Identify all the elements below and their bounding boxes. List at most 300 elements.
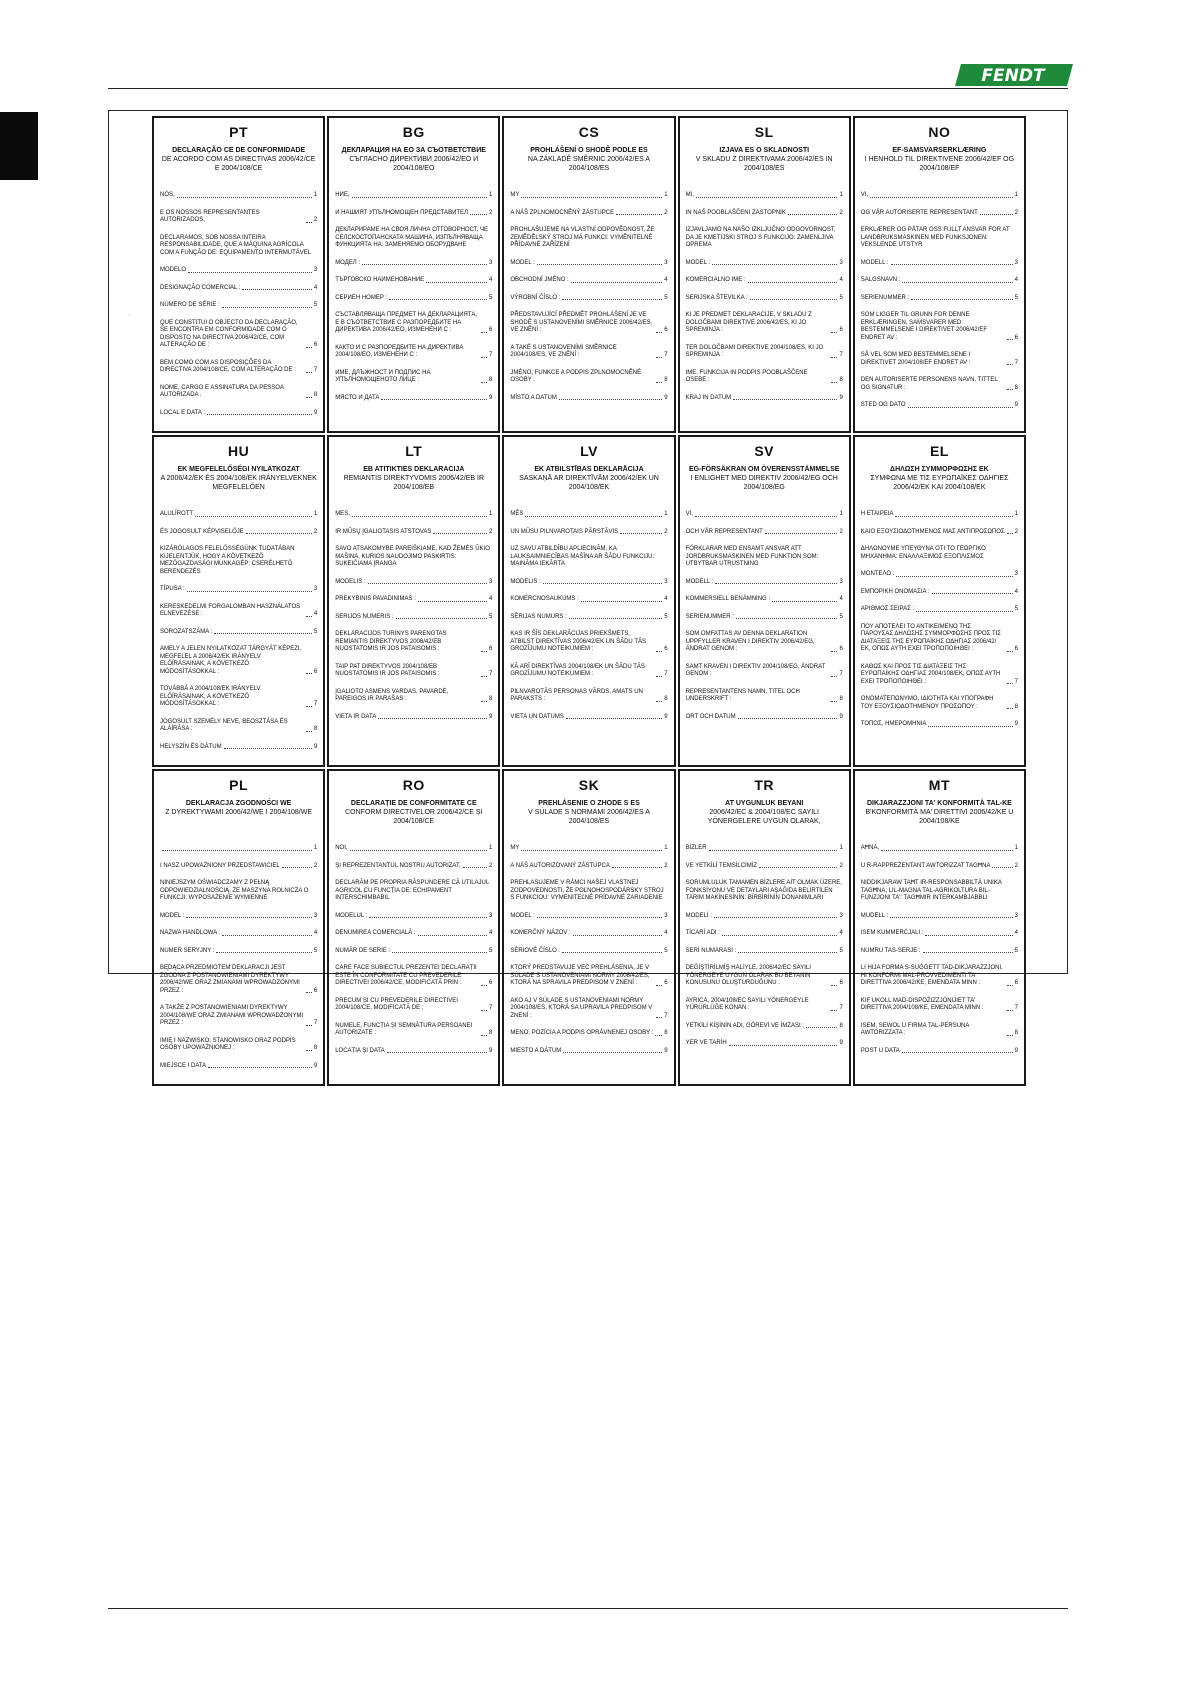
field-label: HELYSZÍN ÉS DÁTUM: [160, 743, 222, 750]
field-number: 1: [1014, 192, 1018, 198]
declaration-field: [510, 664, 667, 679]
declaration-field: [861, 624, 1018, 654]
field-label: UZ SAVU ATBILDĪBU APLIECINĀM, KA LAUKSAIMNIECĪBAS MAŠĪNA AR ŠĀDU FUNKCIJU: MAINĀMA IEKĀRTA: [510, 546, 655, 567]
fill-in-line: [222, 935, 312, 936]
fill-in-line: [426, 282, 487, 283]
chapter-tab-marker: [0, 112, 38, 180]
field-number: 1: [664, 511, 668, 517]
declaration-field: [335, 913, 492, 921]
fill-in-line: [389, 299, 487, 300]
declaration-field: [335, 863, 492, 871]
field-number: 8: [313, 1045, 318, 1051]
fill-in-line: [481, 382, 487, 383]
fill-in-line: [214, 633, 312, 634]
field-number: 6: [1014, 646, 1018, 652]
declaration-field: [335, 277, 492, 285]
declaration-title-main: DECLARAÇÃO CE DE CONFORMIDADE: [172, 147, 306, 154]
field-label: MÍSTO A DATUM: [510, 394, 557, 401]
field-label: ИМЕ, ДЛЪЖНОСТ И ПОДПИС НА УПЪЛНОМОЩЕНОТО ЛИЦЕ :: [335, 369, 431, 383]
declaration-title: [160, 146, 317, 180]
fill-in-line: [306, 731, 312, 732]
fill-in-line: [306, 616, 312, 617]
fill-in-line: [772, 601, 837, 602]
field-label: PREHLASUJEME V RÁMCI NAŠEJ VLASTNEJ ZODPOVEDNOSTI, ŽE POĽNOHOSPODÁRSKY STROJ S FUNKCIOU: VYMENITEĽNÉ PRÍDAVNÉ ZARIADENIE: [510, 880, 664, 901]
declaration-cell-lt: [327, 435, 500, 767]
fill-in-line: [932, 593, 1013, 594]
field-number: 9: [664, 394, 668, 401]
declaration-field: [335, 529, 492, 537]
declaration-field: [335, 845, 492, 853]
field-label: U R-RAPPREŻENTANT AWTORIZZAT TAGĦNA: [860, 862, 991, 869]
field-number: 1: [313, 511, 318, 517]
fill-in-line: [224, 748, 312, 749]
fill-in-line: [208, 1067, 312, 1068]
field-label: DEĞİŞTİRİLMİŞ HALİYLE, 2006/42/EC SAYILI YÖNERGEYE UYGUN OLARAK BU BEYANIN KONUSUNU OLUŞTURDUĞUNU :: [685, 965, 811, 986]
fill-in-line: [696, 197, 838, 198]
field-label: OCH VÅR REPRESENTANT: [685, 528, 763, 535]
declaration-field: [861, 312, 1018, 342]
declaration-title-sub: SASKAŅĀ AR DIREKTĪVĀM 2006/42/EK UN 2004/108/EK: [519, 475, 659, 492]
declaration-field: [861, 192, 1018, 200]
fill-in-line: [207, 414, 312, 415]
field-label: DESIGNAÇÃO COMERCIAL :: [160, 284, 241, 291]
declaration-title-sub: CONFORM DIRECTIVELOR 2006/42/CE ȘI 2004/108/CE: [345, 809, 483, 826]
field-number: 2: [489, 209, 493, 216]
field-number: 4: [1014, 277, 1018, 283]
fill-in-line: [481, 1010, 487, 1011]
field-label: ΤΟΠΟΣ, ΗΜΕΡΟΜΗΝΙΑ: [860, 721, 927, 727]
field-number: 8: [1014, 703, 1018, 710]
declaration-field: [335, 370, 492, 385]
declaration-field: [686, 930, 843, 938]
declaration-field: [686, 227, 843, 250]
field-label: OG VÅR AUTORISERTE REPRESENTANT: [860, 209, 978, 216]
fill-in-line: [562, 299, 662, 300]
fill-in-line: [543, 583, 663, 584]
fill-in-line: [925, 935, 1012, 936]
fill-in-line: [656, 676, 662, 677]
declaration-field: [861, 965, 1018, 988]
declaration-field: [160, 235, 317, 258]
declaration-field: [160, 930, 317, 938]
field-label: TAIP PAT DIREKTYVOS 2004/108/EB NUOSTATOMIS IR JOS PATAISOMIS :: [335, 663, 440, 677]
field-number: 5: [839, 947, 843, 954]
fill-in-line: [655, 1035, 662, 1036]
field-number: 4: [313, 611, 318, 617]
declaration-field: [861, 948, 1018, 956]
declaration-title: [861, 799, 1018, 833]
field-number: 8: [1014, 1030, 1018, 1036]
declaration-field: [861, 696, 1018, 711]
declaration-cell-tr: [678, 769, 851, 1086]
field-number: 2: [839, 528, 843, 535]
field-number: 7: [1014, 1005, 1018, 1011]
language-code: NO: [928, 124, 951, 140]
field-number: 3: [313, 912, 318, 919]
field-label: MODEL :: [160, 912, 185, 919]
field-label: SERIJSKA ŠTEVILKA :: [685, 294, 748, 301]
field-number: 1: [489, 192, 493, 198]
declaration-cell-pl: [152, 769, 325, 1086]
declaration-field: [686, 1023, 843, 1031]
fill-in-line: [908, 407, 1013, 408]
fill-in-line: [306, 222, 312, 223]
field-number: 9: [489, 394, 493, 401]
declaration-title-main: EB ATITIKTIES DEKLARACIJA: [363, 466, 465, 473]
field-label: KERESKEDELMI FORGALOMBAN HASZNÁLATOS ELNEVEZÉSE :: [160, 603, 301, 617]
declaration-field: [686, 714, 843, 722]
fill-in-line: [890, 917, 1012, 918]
declaration-field: [160, 686, 317, 709]
declaration-field: [686, 312, 843, 335]
declaration-field: [335, 998, 492, 1013]
fill-in-line: [306, 397, 312, 398]
field-number: 8: [1014, 384, 1018, 391]
declaration-field: [335, 210, 492, 218]
field-number: 7: [489, 671, 493, 677]
fill-in-line: [1007, 708, 1013, 709]
field-label: NIDDIKJARAW TAĦT IR-RESPONSABBILTÀ UNIKA TAGĦNA, LIL-MAGNA TAL-AGRIKOLTURA BIL-FUNZJONI TA': TAGĦMIR INTERKAMBJABBLI: [860, 880, 1002, 901]
field-label: A TAKÉ S USTANOVENÍMI SMĚRNICE 2004/108/ES, VE ZNĚNÍ :: [510, 344, 617, 358]
field-number: 1: [489, 845, 493, 851]
fill-in-line: [362, 264, 487, 265]
declaration-field: [160, 360, 317, 375]
declaration-field: [160, 913, 317, 921]
declaration-field: [686, 614, 843, 622]
field-number: 7: [489, 1005, 493, 1011]
field-number: 3: [839, 259, 843, 266]
field-number: 3: [313, 267, 318, 273]
declaration-field: [861, 511, 1018, 519]
field-number: 6: [664, 980, 668, 986]
field-number: 4: [313, 930, 318, 936]
declaration-field: [510, 579, 667, 587]
field-label: MODELİ :: [685, 912, 712, 919]
fill-in-line: [656, 651, 662, 652]
declaration-field: [686, 395, 843, 403]
declaration-field: [510, 863, 667, 871]
fill-in-line: [246, 533, 312, 534]
brand-text: FENDT: [981, 66, 1045, 86]
field-number: 5: [313, 947, 318, 954]
field-label: DEN AUTORISERTE PERSONENS NAVN, TITTEL OG SIGNATUR :: [860, 377, 998, 391]
field-label: МОДЕЛ :: [335, 259, 361, 266]
fill-in-line: [306, 1050, 312, 1051]
fill-in-line: [433, 533, 487, 534]
field-number: 3: [489, 259, 493, 266]
field-label: A NÁŠ ZPLNOMOCNĚNÝ ZÁSTUPCE: [510, 209, 615, 216]
field-number: 5: [1014, 606, 1018, 612]
field-label: SAVO ATSAKOMYBE PAREIŠKIAME, KAD ŽEMĖS ŪKIO MAŠINA, KURIOS NAUDOJIMO PASKIRTIS: SUKEIČIAMA ĮRANGA: [335, 546, 490, 567]
field-number: 1: [664, 192, 668, 198]
field-label: ISEM, SEWOL U FIRMA TAL-PERSUNA AWTORIZZATA :: [860, 1022, 970, 1036]
fill-in-line: [616, 214, 662, 215]
fill-in-line: [481, 1035, 487, 1036]
declaration-field: [510, 546, 667, 569]
declaration-field: [510, 1048, 667, 1056]
declaration-cell-lv: [502, 435, 675, 767]
declaration-field: [335, 546, 492, 569]
declaration-field: [160, 320, 317, 350]
fill-in-line: [1007, 1035, 1013, 1036]
fill-in-line: [881, 850, 1013, 851]
declaration-field: [861, 998, 1018, 1013]
declaration-title-sub: I ENLIGHET MED DIREKTIV 2006/42/EG OCH 2004/108/EG: [690, 475, 838, 492]
fill-in-line: [186, 917, 311, 918]
field-number: 3: [664, 578, 668, 585]
declaration-field: [861, 721, 1018, 729]
language-code: HU: [227, 443, 250, 459]
fill-in-line: [712, 264, 837, 265]
declaration-field: [686, 546, 843, 569]
declaration-field: [510, 998, 667, 1021]
fill-in-line: [656, 332, 662, 333]
field-label: DECLARĂM PE PROPRIA RĂSPUNDERE CĂ UTILAJUL AGRICOL CU FUNCȚIA DE: ECHIPAMENT INTERSCHIMBABIL: [335, 880, 490, 901]
declaration-field: [861, 546, 1018, 561]
declaration-field: [510, 395, 667, 403]
field-number: 7: [313, 701, 318, 707]
declaration-field: [160, 192, 317, 200]
field-label: MY: [510, 192, 520, 198]
declaration-title: [861, 146, 1018, 180]
fill-in-line: [392, 952, 487, 953]
declaration-title-sub: ΣΥΜΦΩΝΑ ΜΕ ΤΙΣ ΕΥΡΩΠΑΪΚΕΣ ΟΔΗΓΙΕΣ 2006/42/ΕΚ ΚΑΙ 2004/108/ΕΚ: [870, 475, 1009, 492]
field-number: 5: [1014, 947, 1018, 954]
fill-in-line: [525, 516, 662, 517]
field-label: IZJAVLJAMO NA NAŠO IZKLJUČNO ODGOVORNOST, DA JE KMETIJSKI STROJ S FUNKCIJO: ZAMENLJIVA OPREMA: [685, 227, 836, 248]
declaration-field: [510, 295, 667, 303]
fill-in-line: [242, 289, 311, 290]
fill-in-line: [1007, 651, 1013, 652]
declaration-title: [335, 799, 492, 833]
field-number: 7: [1014, 678, 1018, 685]
field-label: NUMRU TAS-SERJE :: [860, 947, 921, 954]
field-number: 7: [1014, 359, 1018, 366]
field-label: NAZWA HANDLOWA :: [160, 930, 221, 936]
field-number: 4: [313, 284, 318, 291]
field-label: MODELIS :: [335, 578, 366, 585]
field-label: KOMERCIALNO IME :: [685, 277, 746, 283]
field-label: SAMT KRAVEN I DIREKTIV 2004/108/EG, ÄNDRAT GENOM :: [685, 663, 826, 677]
declaration-field: [335, 295, 492, 303]
field-label: SORUMLULUK TAMAMEN BİZLERE AİT OLMAK ÜZERE, FONKSİYONU VE DETAYLARI AŞAĞIDA BELİRTİLEN TARIM MAKİNESİNİN: BİRBİRİNİN DONANIMLARI: [685, 880, 842, 901]
declaration-title-sub: 2006/42/EC & 2004/108/EC SAYILI YÖNERGELERE UYGUN OLARAK,: [707, 809, 821, 826]
field-number: 4: [1014, 930, 1018, 936]
field-number: 3: [839, 578, 843, 585]
declaration-title: [686, 465, 843, 499]
fill-in-line: [831, 985, 837, 986]
field-label: AMELY A JELEN NYILATKOZAT TÁRGYÁT KÉPEZI, MEGFELEL A 2006/42/EK IRÁNYELV ELŐÍRÁSAINAK, A KÖVETKEZŐ MÓDOSÍTÁSOKKAL :: [160, 646, 302, 675]
field-number: 8: [489, 1030, 493, 1036]
field-number: 9: [313, 1062, 318, 1069]
field-label: KOMMERSIELL BENÄMNING :: [685, 596, 771, 602]
declaration-field: [686, 948, 843, 956]
declaration-field: [510, 596, 667, 604]
field-number: 6: [1014, 334, 1018, 341]
declaration-field: [686, 192, 843, 200]
fill-in-line: [870, 197, 1013, 198]
field-number: 1: [1014, 511, 1018, 517]
fill-in-line: [911, 299, 1013, 300]
fill-in-line: [656, 701, 662, 702]
field-label: KOMERČNÝ NÁZOV :: [510, 930, 571, 936]
field-number: 2: [489, 862, 493, 869]
field-label: NINIEJSZYM OŚWIADCZAMY Z PEŁNĄ ODPOWIEDZIALNOŚCIĄ, ŻE MASZYNA ROLNICZA O FUNKCJI: WYPOSAŻENIE WYMIENNE: [160, 880, 309, 901]
declaration-field: [160, 1005, 317, 1028]
field-label: СЪСТАВЛЯВАЩА ПРЕДМЕТ НА ДЕКЛАРАЦИЯТА, Е В СЪОТВЕТСТВИЕ С РАЗПОРЕДБИТЕ НА ДИРЕКТИВА 2006/42/ЕО, ИЗМЕНЕНИ С :: [335, 312, 478, 333]
field-number: 5: [313, 628, 318, 635]
declaration-title-sub: V SKLADU Z DIREKTIVAMA 2006/42/ES IN 2004/108/ES: [695, 156, 833, 173]
declaration-field: [160, 880, 317, 903]
declaration-field: [160, 845, 317, 853]
field-label: MODELUL :: [335, 912, 368, 919]
field-number: 8: [664, 696, 668, 702]
field-number: 9: [839, 1040, 843, 1046]
field-label: AĦNA,: [860, 845, 880, 851]
field-label: IMIĘ I NAZWISKO, STANOWISKO ORAZ PODPIS OSOBY UPOWAŻNIONEJ :: [160, 1037, 296, 1051]
declaration-field: [335, 664, 492, 679]
fill-in-line: [980, 214, 1013, 215]
field-number: 1: [839, 845, 843, 851]
field-label: SERİ NUMARASI :: [685, 947, 737, 954]
declaration-field: [335, 312, 492, 335]
field-label: TÍPUSA :: [160, 586, 185, 592]
fill-in-line: [378, 718, 487, 719]
field-label: A NÁŠ AUTORIZOVANÝ ZÁSTUPCA: [510, 862, 610, 869]
declaration-title-main: DECLARAȚIE DE CONFORMITATE CE: [350, 800, 477, 807]
field-number: 9: [489, 1047, 493, 1054]
declaration-field: [335, 714, 492, 722]
declaration-field: [160, 511, 317, 519]
field-label: SERIJOS NUMERIS :: [335, 613, 394, 620]
fill-in-line: [738, 718, 838, 719]
field-number: 8: [313, 392, 318, 398]
field-label: KOMERCNOSAUKUMS :: [510, 596, 579, 602]
field-number: 4: [664, 277, 668, 283]
field-number: 3: [1014, 259, 1018, 266]
fill-in-line: [1007, 389, 1013, 390]
header-rule: [108, 88, 1068, 89]
declaration-field: [160, 744, 317, 752]
field-number: 1: [1014, 845, 1018, 851]
fill-in-line: [306, 673, 312, 674]
declaration-field: [861, 845, 1018, 853]
field-label: MENO, POZÍCIA A PODPIS OPRÁVNENEJ OSOBY :: [510, 1030, 654, 1036]
fill-in-line: [306, 706, 312, 707]
field-label: SOROZATSZÁMA :: [160, 628, 213, 635]
field-label: LOCAȚIA ȘI DATA: [335, 1047, 385, 1054]
field-label: И НАШИЯТ УПЪЛНОМОЩЕН ПРЕДСТАВИТЕЛ: [335, 209, 468, 216]
declaration-field: [335, 880, 492, 903]
fill-in-line: [481, 651, 487, 652]
declaration-field: [335, 965, 492, 988]
field-number: 7: [664, 671, 668, 677]
field-number: 6: [1014, 980, 1018, 986]
field-label: KĀ ARĪ DIREKTĪVAS 2004/108/EK UN ŠĀDU TĀS GROZĪJUMU NOTEIKUMIEM :: [510, 663, 645, 677]
field-number: 5: [839, 613, 843, 620]
field-number: 9: [839, 713, 843, 720]
declaration-field: [160, 302, 317, 310]
declaration-field: [686, 880, 843, 903]
declaration-field: [686, 1040, 843, 1048]
field-label: СЕРИЕН НОМЕР :: [335, 294, 388, 301]
declaration-field: [861, 1048, 1018, 1056]
field-label: BİZLER: [685, 845, 707, 851]
field-label: NUMĂR DE SERIE :: [335, 947, 391, 954]
field-number: 1: [313, 192, 318, 198]
field-number: 7: [839, 1005, 843, 1011]
field-label: JMÉNO, FUNKCE A PODPIS ZPLNOMOCNĚNÉ OSOBY :: [510, 369, 642, 383]
declaration-field: [510, 930, 667, 938]
declaration-cell-pt: [152, 116, 325, 433]
declaration-field: [510, 913, 667, 921]
fill-in-line: [620, 533, 662, 534]
declaration-field: [160, 965, 317, 995]
fill-in-line: [216, 952, 311, 953]
language-code: SL: [754, 124, 774, 140]
field-number: 3: [1014, 912, 1018, 919]
field-label: QUE CONSTITUI O OBJECTO DA DECLARAÇÃO, SE ENCONTRA EM CONFORMIDADE COM O DISPOSTO NA DIRECTIVA 2006/42/CE, COM ALTERAÇÃO DE :: [160, 319, 298, 348]
field-label: MĒS: [510, 511, 524, 517]
declaration-cell-cs: [502, 116, 675, 433]
language-code: RO: [402, 777, 425, 793]
fill-in-line: [162, 850, 312, 851]
declaration-field: [861, 227, 1018, 250]
field-number: 9: [839, 394, 843, 401]
declaration-field: [510, 714, 667, 722]
field-label: TİCARİ ADI :: [685, 930, 720, 936]
field-number: 2: [664, 862, 668, 869]
declaration-field: [686, 529, 843, 537]
field-label: ISEM KUMMERĊJALI :: [860, 930, 924, 936]
fill-in-line: [350, 850, 488, 851]
declaration-field: [686, 260, 843, 268]
declaration-grid: [152, 116, 1026, 1069]
declaration-title: [686, 799, 843, 833]
fill-in-line: [396, 618, 488, 619]
declaration-title-sub: DE ACORDO COM AS DIRECTIVAS 2006/42/CE E 2004/108/CE: [161, 156, 316, 173]
declaration-field: [160, 629, 317, 637]
fill-in-line: [571, 282, 663, 283]
field-label: LI HIJA FORMA S-SUĠĠETT TAD-DIKJARAZZJONI, HI KONFORMI MAL-PROVVEDIMENTI TA' DIRETTIVA 2006/42/KE, EMENDATA MINN :: [860, 965, 1003, 986]
field-label: МЯСТО И ДАТА: [335, 394, 380, 401]
fill-in-line: [418, 601, 487, 602]
field-number: 2: [313, 217, 318, 223]
field-label: ΠΟΥ ΑΠΟΤΕΛΕΙ ΤΟ ΑΝΤΙΚΕΙΜΕΝΟ ΤΗΣ ΠΑΡΟΥΣΑΣ ΔΗΛΩΣΗΣ ΣΥΜΜΟΡΦΩΣΗΣ ΠΡΟΣ ΤΙΣ ΔΙΑΤΑΞΕΙΣ ΤΗΣ ΕΥΡΩΠΑΪΚΗΣ ΟΔΗΓΙΑΣ 2006/42/ΕΚ, ΟΠΩΣ ΑΥΤΗ ΕΧΕΙ ΤΡΟΠΟΠΟΙΗΘΕΙ :: [860, 623, 1001, 652]
declaration-field: [510, 210, 667, 218]
fill-in-line: [748, 282, 838, 283]
fill-in-line: [222, 307, 312, 308]
field-number: 9: [313, 743, 318, 750]
fill-in-line: [537, 264, 662, 265]
declaration-field: [861, 930, 1018, 938]
field-label: КАКТО И С РАЗПОРЕДБИТЕ НА ДИРЕКТИВА 2004/108/ЕО, ИЗМЕНЕНИ С :: [335, 344, 464, 358]
field-number: 9: [664, 1047, 668, 1054]
fill-in-line: [656, 985, 662, 986]
declaration-title-main: PROHLÁŠENÍ O SHODĚ PODLE ES: [530, 147, 648, 154]
declaration-field: [160, 1063, 317, 1071]
fill-in-line: [715, 583, 837, 584]
field-number: 5: [664, 947, 668, 954]
fill-in-line: [306, 372, 312, 373]
declaration-cell-mt: [853, 769, 1026, 1086]
declaration-field: [335, 192, 492, 200]
declaration-title-sub: A 2006/42/EK ÉS 2004/108/EK IRÁNYELVEKNEK MEGFELELŐEN: [160, 475, 317, 492]
field-number: 3: [313, 586, 318, 592]
declaration-field: [335, 631, 492, 654]
declaration-field: [160, 948, 317, 956]
field-number: 1: [664, 845, 668, 851]
